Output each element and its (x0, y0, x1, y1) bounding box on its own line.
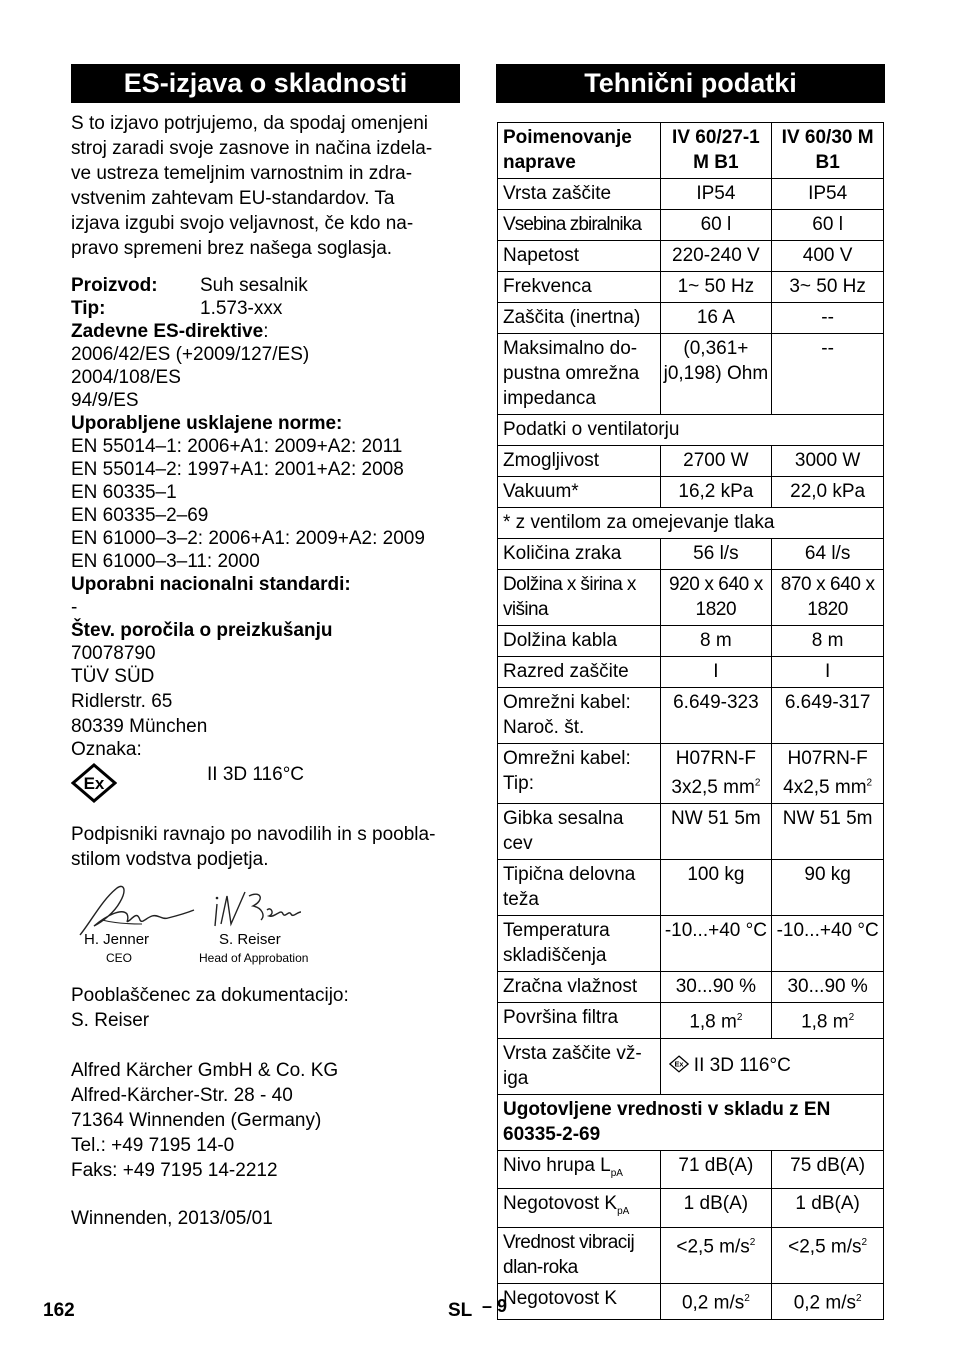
type-label: Tip: (71, 298, 106, 319)
header-label: Poimenovanje naprave (498, 123, 661, 179)
table-row: Zračna vlažnost 30...90 % 30...90 % (498, 972, 884, 1003)
norm-item: EN 55014–1: 2006+A1: 2009+A2: 2011 (71, 436, 403, 457)
norm-item: EN 55014–2: 1997+A1: 2001+A2: 2008 (71, 459, 404, 480)
table-row: Gibka sesalna cev NW 51 5m NW 51 5m (498, 804, 884, 860)
table-row: Omrežni kabel: Naroč. št. 6.649-323 6.649-317 (498, 688, 884, 744)
product-label: Proizvod: (71, 275, 158, 296)
type-row (71, 297, 463, 320)
company-address: Alfred Kärcher GmbH & Co. KG Alfred-Kärcher-Str. 28 - 40 71364 Winnenden (Germany) Tel.: +49 7195 14-0 Faks: +49 7195 14-2212 (71, 1060, 339, 1181)
national-value: - (71, 597, 78, 618)
norms-heading: Uporabljene usklajene norme: (71, 413, 343, 434)
signature-reiser (205, 886, 305, 932)
signer1-role: CEO (106, 951, 133, 965)
report-heading: Štev. poročila o preizkušanju (71, 620, 333, 641)
header-model-1: IV 60/27-1 M B1 (660, 123, 772, 179)
directive-item: 2004/108/ES (71, 367, 181, 388)
directives-heading: Zadevne ES-direktive: (71, 321, 269, 342)
mark-value: II 3D 116°C (207, 764, 305, 785)
table-row: Negotovost $K_{pA}$ 1 dB(A) 1 dB(A) (498, 1189, 884, 1228)
table-row: Maksimalno do-pustna omrežna impedanca (0,361+ j0,198) Ohm -- (498, 334, 884, 415)
mark-label: Oznaka: (71, 739, 142, 760)
documentation-block (71, 983, 349, 1033)
ignition-protection-value: II 3D 116°C (693, 1055, 791, 1077)
section-page: – 9 (482, 1296, 508, 1316)
signer2-name: S. Reiser (219, 931, 281, 948)
signer2-role: Head of Approbation (199, 951, 309, 965)
table-row: Dolžina x širina x višina 920 x 640 x 1820 870 x 640 x 1820 (498, 570, 884, 626)
directive-item: 2006/42/ES (+2009/127/ES) (71, 344, 310, 365)
declaration-title: ES-izjava o skladnosti (71, 64, 460, 103)
table-row: Zaščita (inertna) 16 A -- (498, 303, 884, 334)
language-code: SL (448, 1300, 473, 1321)
section-row (498, 1094, 884, 1150)
table-row: Negotovost K 0,2 $m/s^2$ 0,2 $m/s^2$ (498, 1284, 884, 1319)
table-row: Frekvenca 1~ 50 Hz 3~ 50 Hz (498, 272, 884, 303)
spec-table (497, 122, 884, 1320)
place-date: Winnenden, 2013/05/01 (71, 1208, 273, 1229)
table-row: Zmogljivost 2700 W 3000 W (498, 446, 884, 477)
product-row (71, 274, 463, 297)
signer1-name: H. Jenner (84, 931, 150, 948)
table-row: Vrsta zaščite vž-iga Ex II 3D 116°C (498, 1038, 884, 1094)
svg-text:Ex: Ex (674, 1059, 684, 1069)
report-body: TÜV SÜD (71, 666, 155, 687)
signatories-note: Podpisniki ravnajo po navodilih in s poobla- stilom vodstva podjetja. (71, 824, 436, 870)
table-row: Dolžina kabla 8 m 8 m (498, 626, 884, 657)
table-row: Napetost 220-240 V 400 V (498, 241, 884, 272)
table-row: Vsebina zbiralnika 60 l 60 l (498, 210, 884, 241)
measured-section-label: Ugotovljene vrednosti v skladu z EN 60335-2-69 (498, 1094, 884, 1150)
documentation-name: S. Reiser (71, 1010, 150, 1031)
ex-mark-icon (71, 763, 117, 803)
table-row: Omrežni kabel: Tip: H07RN-F 3x2,5 $mm^2$ H07RN-F 4x2,5 $mm^2$ (498, 744, 884, 804)
type-value: 1.573-xxx (200, 298, 283, 319)
table-row: Količina zraka 56 l/s 64 l/s (498, 539, 884, 570)
norm-item: EN 61000–3–11: 2000 (71, 551, 260, 572)
vacuum-footnote: * z ventilom za omejevanje tlaka (498, 508, 884, 539)
report-number: 70078790 (71, 643, 156, 664)
table-row: Površina filtra 1,8 $m^2$ 1,8 $m^2$ (498, 1003, 884, 1038)
table-row: Razred zaščite I I (498, 657, 884, 688)
norm-item: EN 60335–2–69 (71, 505, 209, 526)
table-row: Tipična delovna teža 100 kg 90 kg (498, 860, 884, 916)
page-number: 162 (43, 1300, 75, 1321)
mark-row (71, 763, 463, 803)
norm-item: EN 61000–3–2: 2006+A1: 2009+A2: 2009 (71, 528, 425, 549)
product-value: Suh sesalnik (200, 275, 308, 296)
declaration-body (71, 111, 463, 803)
report-street: Ridlerstr. 65 (71, 691, 173, 712)
table-header-row (498, 123, 884, 179)
section-row (498, 415, 884, 446)
table-row: Vrsta zaščite IP54 IP54 (498, 179, 884, 210)
national-heading: Uporabni nacionalni standardi: (71, 574, 351, 595)
fan-section-label: Podatki o ventilatorju (498, 415, 884, 446)
note-row (498, 508, 884, 539)
svg-text:Ex: Ex (83, 774, 105, 793)
directive-item: 94/9/ES (71, 390, 139, 411)
table-row: Vakuum* 16,2 kPa 22,0 kPa (498, 477, 884, 508)
table-row: Temperatura skladiščenja -10...+40 °C -10...+40 °C (498, 916, 884, 972)
documentation-label: Pooblaščenec za dokumentacijo: (71, 985, 349, 1006)
table-row: Vrednost vibracij dlan-roka <2,5 $m/s^2$ <2,5 $m/s^2$ (498, 1228, 884, 1284)
norm-item: EN 60335–1 (71, 482, 177, 503)
ex-mark-icon (669, 1055, 689, 1073)
technical-data-title: Tehnični podatki (496, 64, 885, 103)
intro-text: S to izjavo potrjujemo, da spodaj omenjeni stroj zaradi svoje zasnove in načina izdela- ve ustreza temeljnim varnostnim in zdra- vstvenim zahtevam EU-standardov. Ta izjava izgubi svojo veljavnost, če kdo na- pravo spremeni brez našega soglasja. (71, 113, 433, 259)
header-model-2: IV 60/30 M B1 (772, 123, 884, 179)
table-row: Nivo hrupa $L_{pA}$ 71 dB(A) 75 dB(A) (498, 1150, 884, 1189)
report-city: 80339 München (71, 716, 208, 737)
